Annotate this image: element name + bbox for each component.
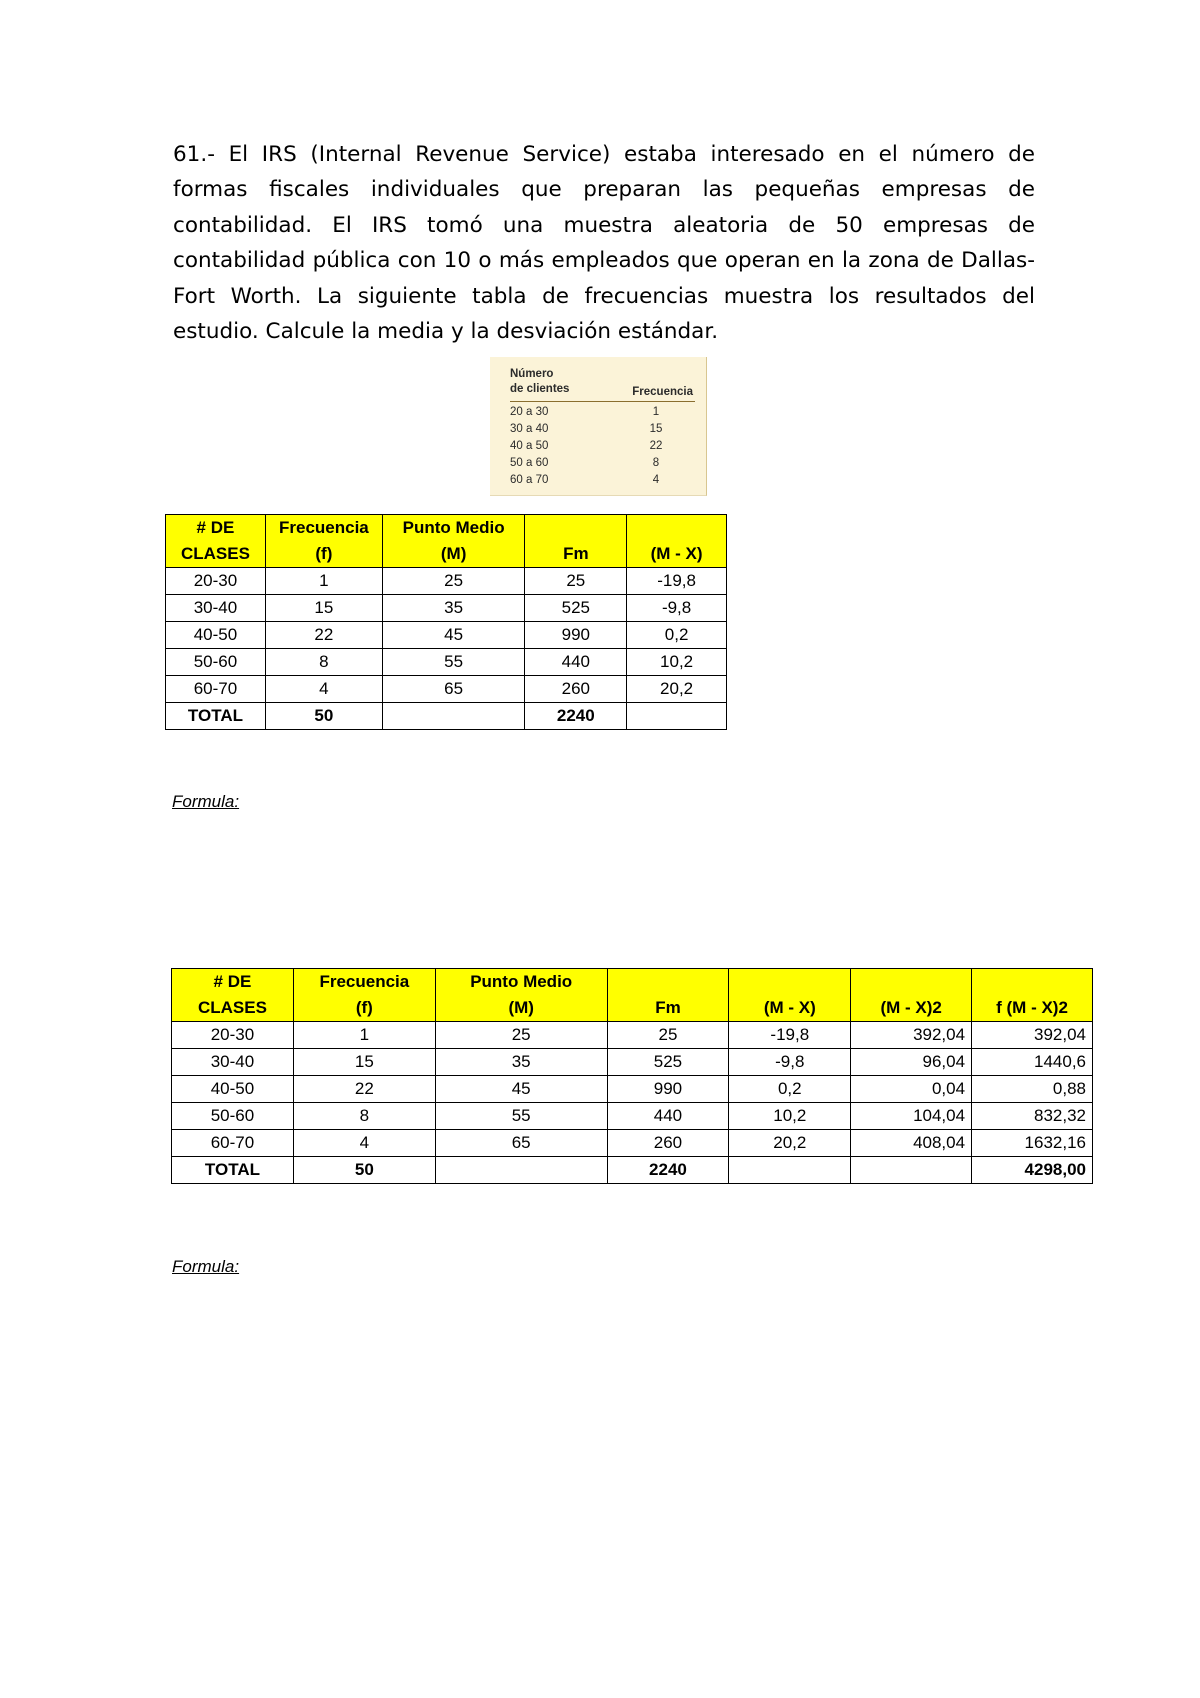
header-fm: Fm [607,969,729,1022]
total-dev-empty [627,703,727,730]
cell-clase: 50-60 [172,1103,294,1130]
total-dev2-empty [851,1157,972,1184]
cell-fdev2: 832,32 [972,1103,1093,1130]
header-frecuencia-line2: (f) [355,998,373,1017]
table-row [166,649,727,676]
header-frecuencia-line2: (f) [315,544,333,563]
cell-fm: 525 [525,595,627,622]
cell-dev2: 408,04 [851,1130,972,1157]
cell-fdev2: 0,88 [972,1076,1093,1103]
header-punto-medio-line2: (M) [508,998,534,1017]
cell-clase: 60-70 [172,1130,294,1157]
source-range: 30 a 40 [510,423,549,435]
total-f: 50 [293,1157,435,1184]
header-fm: Fm [525,515,627,568]
table-row [172,1076,1093,1103]
cell-m: 55 [382,649,525,676]
header-clases [166,515,266,568]
cell-dev: 10,2 [729,1103,851,1130]
header-frecuencia [265,515,382,568]
header-frecuencia-line1: Frecuencia [319,972,410,991]
source-col-frecuencia: Frecuencia [632,386,693,398]
table-row [172,1049,1093,1076]
cell-clase: 30-40 [166,595,266,622]
cell-m: 55 [435,1103,607,1130]
header-desviacion: (M - X) [729,969,851,1022]
formula-label-mean: Formula: [172,792,240,811]
total-fm: 2240 [525,703,627,730]
source-row [510,421,695,438]
cell-m: 25 [382,568,525,595]
cell-f: 22 [265,622,382,649]
header-clases [172,969,294,1022]
cell-m: 25 [435,1022,607,1049]
cell-dev2: 392,04 [851,1022,972,1049]
cell-m: 65 [382,676,525,703]
table-row [166,676,727,703]
source-frequency-table-image [490,357,707,496]
source-freq: 15 [649,423,663,435]
cell-clase: 20-30 [172,1022,294,1049]
header-punto-medio-line2: (M) [440,544,467,563]
cell-clase: 60-70 [166,676,266,703]
header-clases-line2: CLASES [180,544,250,563]
cell-fm: 25 [607,1022,729,1049]
cell-fdev2: 392,04 [972,1022,1093,1049]
source-row [510,472,695,489]
cell-dev: -9,8 [729,1049,851,1076]
problem-statement: 61.- El IRS (Internal Revenue Service) estaba interesado en el número de formas fiscales individuales que preparan las pequeñas empresas de contabilidad. El IRS tomó una muestra aleatoria de 50 empresas de contabilidad pública con 10 o más empleados que operan en la zona de Dallas-Fort Worth. La siguiente tabla de frecuencias muestra los resultados del estudio. Calcule la media y la desviación estándar. [173,142,1035,345]
cell-fm: 440 [607,1103,729,1130]
header-clases-line1: # DE [196,518,235,537]
source-range: 20 a 30 [510,406,549,418]
total-m-empty [382,703,525,730]
source-range: 50 a 60 [510,457,549,469]
source-freq: 1 [652,406,660,418]
cell-dev: 0,2 [627,622,727,649]
table-row [166,568,727,595]
cell-dev: -19,8 [627,568,727,595]
header-clases-line2: CLASES [197,998,267,1017]
cell-dev: 10,2 [627,649,727,676]
source-col-clientes-line1: Número [510,368,554,380]
cell-dev: 0,2 [729,1076,851,1103]
source-range: 60 a 70 [510,474,549,486]
cell-fm: 25 [525,568,627,595]
cell-clase: 40-50 [166,622,266,649]
table-header-row [166,515,727,568]
cell-fm: 990 [525,622,627,649]
table-row [166,595,727,622]
cell-m: 35 [382,595,525,622]
table-row [166,622,727,649]
header-punto-medio-line1: Punto Medio [402,518,505,537]
cell-f: 15 [293,1049,435,1076]
table-total-row [172,1157,1093,1184]
cell-fm: 990 [607,1076,729,1103]
cell-f: 4 [265,676,382,703]
cell-dev: 20,2 [627,676,727,703]
header-punto-medio [435,969,607,1022]
header-desviacion-cuadrado: (M - X)2 [851,969,972,1022]
cell-f: 8 [293,1103,435,1130]
cell-dev2: 0,04 [851,1076,972,1103]
cell-f: 22 [293,1076,435,1103]
header-desviacion: (M - X) [627,515,727,568]
cell-fm: 440 [525,649,627,676]
cell-fdev2: 1440,6 [972,1049,1093,1076]
table-row [172,1022,1093,1049]
source-col-clientes-line2: de clientes [510,383,570,395]
cell-m: 65 [435,1130,607,1157]
cell-f: 1 [265,568,382,595]
source-row [510,455,695,472]
header-f-desviacion-cuadrado: f (M - X)2 [972,969,1093,1022]
cell-fm: 260 [525,676,627,703]
cell-dev2: 96,04 [851,1049,972,1076]
cell-clase: 20-30 [166,568,266,595]
total-m-empty [435,1157,607,1184]
total-fdev2: 4298,00 [972,1157,1093,1184]
cell-m: 45 [435,1076,607,1103]
cell-f: 8 [265,649,382,676]
cell-clase: 50-60 [166,649,266,676]
total-fm: 2240 [607,1157,729,1184]
cell-m: 45 [382,622,525,649]
header-frecuencia-line1: Frecuencia [278,518,369,537]
source-row [510,438,695,455]
table-row [172,1103,1093,1130]
cell-f: 1 [293,1022,435,1049]
frequency-table-std-dev [171,968,1093,1184]
header-punto-medio-line1: Punto Medio [470,972,573,991]
cell-dev2: 104,04 [851,1103,972,1130]
cell-fm: 525 [607,1049,729,1076]
header-clases-line1: # DE [213,972,252,991]
cell-fdev2: 1632,16 [972,1130,1093,1157]
total-dev-empty [729,1157,851,1184]
source-range: 40 a 50 [510,440,549,452]
table-row [172,1130,1093,1157]
cell-clase: 40-50 [172,1076,294,1103]
source-freq: 4 [652,474,660,486]
cell-dev: -9,8 [627,595,727,622]
source-row [510,404,695,421]
header-punto-medio [382,515,525,568]
frequency-table-mean [165,514,727,730]
header-frecuencia [293,969,435,1022]
total-f: 50 [265,703,382,730]
cell-clase: 30-40 [172,1049,294,1076]
cell-f: 15 [265,595,382,622]
table-total-row [166,703,727,730]
formula-label-std-dev: Formula: [172,1257,240,1276]
source-table-header [510,367,695,402]
total-label: TOTAL [166,703,266,730]
cell-m: 35 [435,1049,607,1076]
table-header-row [172,969,1093,1022]
cell-dev: -19,8 [729,1022,851,1049]
source-freq: 8 [652,457,660,469]
source-freq: 22 [649,440,663,452]
cell-f: 4 [293,1130,435,1157]
cell-fm: 260 [607,1130,729,1157]
cell-dev: 20,2 [729,1130,851,1157]
source-col-clientes [510,367,600,397]
total-label: TOTAL [172,1157,294,1184]
